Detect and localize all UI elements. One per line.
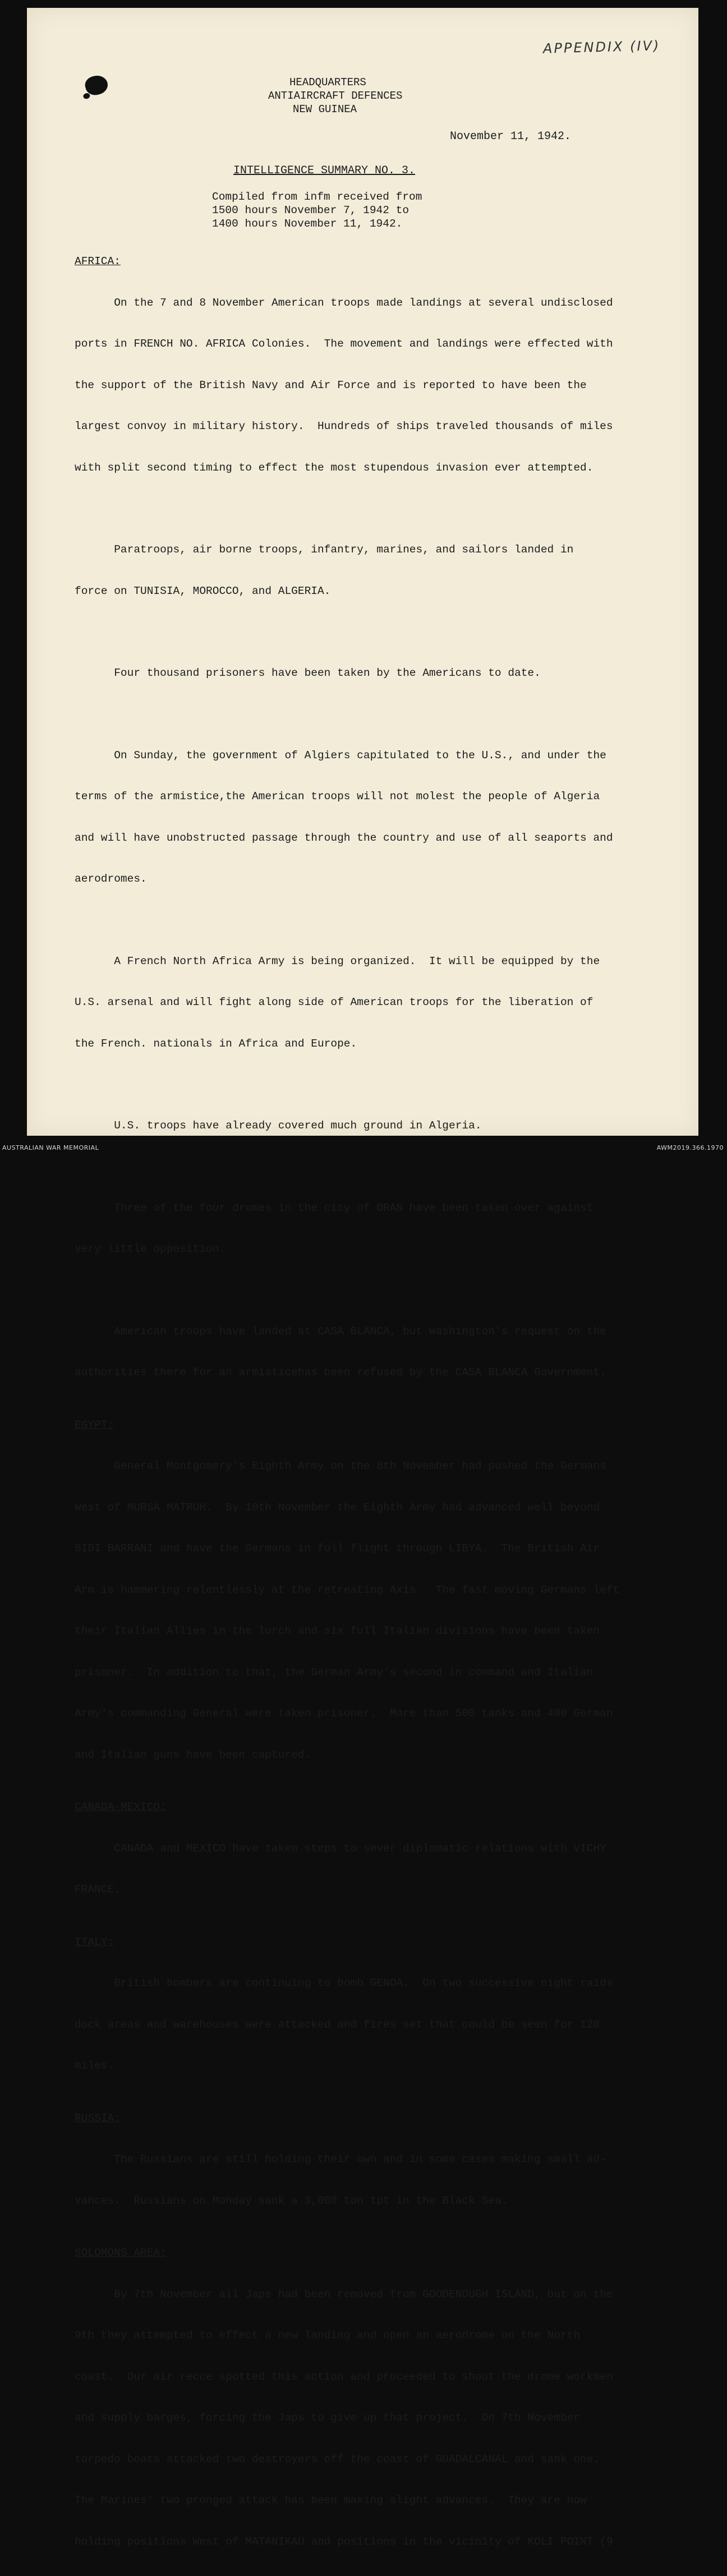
section-heading: RUSSIA: (75, 2112, 692, 2126)
text-line: U.S. arsenal and will fight along side of American troops for the liberation of (75, 996, 692, 1010)
text-line: SIDI BARRANI and have the Germans in full flight through LIBYA. The British Air (75, 1542, 692, 1556)
text-line: ports in FRENCH NO. AFRICA Colonies. The movement and landings were effected with (75, 337, 692, 351)
text-line: very little opposition. (75, 1242, 692, 1256)
text-line: FRANCE. (75, 1883, 692, 1897)
text-line: CANADA and MEXICO have taken steps to sever diplomatic relations with VICHY (75, 1842, 692, 1856)
text-line: U.S. troops have already covered much ground in Algeria. (75, 1119, 692, 1133)
section-heading: ITALY: (75, 1936, 692, 1950)
text-line: prisoner. In addition to that, the German Army's second in command and Italian (75, 1666, 692, 1680)
text-line: and Italian guns have been captured. (75, 1748, 692, 1762)
text-line: with split second timing to effect the most stupendous invasion ever attempted. (75, 461, 692, 475)
section-egypt (75, 1418, 692, 1790)
section-canada-mexico (75, 1800, 692, 1924)
appendix-annotation: APPENDIX (IV) (543, 38, 661, 56)
footer-credit: AUSTRALIAN WAR MEMORIAL (2, 1144, 99, 1151)
section-russia (75, 2112, 692, 2236)
text-line: Three of the four dromes in the city of ORAN have been taken over against (75, 1201, 692, 1215)
letterhead-line-3: NEW GUINEA (293, 103, 357, 116)
text-line: largest convoy in military history. Hundreds of ships traveled thousands of miles (75, 420, 692, 434)
text-line: 9th they attempted to effect a new landing and open an aerodrome on the North (75, 2329, 692, 2343)
document-page (27, 8, 698, 1136)
text-line: and supply barges, forcing the Japs to give up that project. On 7th November (75, 2411, 692, 2425)
text-line: American troops have landed at CASA BLANCA, but Washington's request on the (75, 1325, 692, 1339)
paragraph (75, 269, 692, 503)
text-line: British bombers are continuing to bomb GENOA. On two successive night raids (75, 1976, 692, 1990)
compiled-line: 1500 hours November 7, 1942 to (212, 204, 422, 217)
document-date: November 11, 1942. (450, 130, 571, 143)
section-heading: AFRICA: (75, 255, 692, 269)
text-line: Paratroops, air borne troops, infantry, marines, and sailors landed in (75, 543, 692, 557)
paragraph (75, 1297, 692, 1407)
text-line: aerodromes. (75, 872, 692, 886)
paragraph (75, 515, 692, 625)
paragraph (75, 1174, 692, 1284)
section-heading: EGYPT: (75, 1418, 692, 1432)
paragraph (75, 721, 692, 914)
compiled-note (212, 190, 422, 231)
section-heading: CANADA-MEXICO: (75, 1800, 692, 1814)
text-line: terms of the armistice,the American troops will not molest the people of Algeria (75, 790, 692, 804)
paragraph (75, 927, 692, 1079)
text-line: West of MURSA MATRUH. By 10th November the Eighth Army had advanced well beyond (75, 1501, 692, 1515)
text-line: General Montgomery's Eighth Army on the 8th November had pushed the Germans (75, 1459, 692, 1473)
text-line: On Sunday, the government of Algiers capitulated to the U.S., and under the (75, 749, 692, 763)
text-line: vances. Russians on Monday sank a 3,000 ton tpt in the Black Sea. (75, 2194, 692, 2208)
section-africa (75, 255, 692, 1407)
compiled-line: 1400 hours November 11, 1942. (212, 217, 422, 231)
paragraph (75, 1432, 692, 1789)
text-line: coast. Our air recce spotted this action and proceeded to shoot the drome workmen (75, 2370, 692, 2384)
text-line: the French. nationals in Africa and Europe. (75, 1037, 692, 1051)
text-line: Arm is hammering relentlessly at the retreating Axis. The fast moving Germans left (75, 1583, 692, 1597)
text-line: Four thousand prisoners have been taken by the Americans to date. (75, 666, 692, 680)
text-line: the support of the British Navy and Air Force and is reported to have been the (75, 379, 692, 393)
text-line: authorities there for an armisticehas been refused by the CASA BLANCA Government. (75, 1366, 692, 1380)
text-line: The Russians are still holding their own and in some cases making small ad- (75, 2153, 692, 2167)
footer-catalogue-id: AWM2019.366.1970 (657, 1144, 724, 1151)
punch-hole (83, 73, 109, 97)
text-line: miles. (75, 2059, 692, 2073)
text-line: By 7th November all Japs had been removed from GOODENOUGH ISLAND, but on the (75, 2288, 692, 2302)
letterhead-line-1: HEADQUARTERS (289, 76, 366, 89)
paragraph (75, 1814, 692, 1924)
text-line: Army's commanding General were taken prisoner. More than 500 tanks and 400 German (75, 1707, 692, 1721)
text-line: The Marines' two pronged attack has been making slight advances. They are now (75, 2494, 692, 2508)
paragraph (75, 2260, 692, 2576)
text-line: A French North Africa Army is being organized. It will be equipped by the (75, 955, 692, 969)
document-body (75, 255, 692, 2576)
section-heading: SOLOMONS AREA: (75, 2246, 692, 2260)
section-italy (75, 1936, 692, 2100)
letterhead-line-2: ANTIAIRCRAFT DEFENCES (268, 90, 402, 102)
paragraph (75, 639, 692, 708)
text-line: dock areas and warehouses were attacked and fires set that could be seen for 120 (75, 2018, 692, 2032)
text-line: force on TUNISIA, MOROCCO, and ALGERIA. (75, 584, 692, 598)
paragraph (75, 2125, 692, 2235)
compiled-line: Compiled from infm received from (212, 190, 422, 204)
text-line: On the 7 and 8 November American troops made landings at several undisclosed (75, 296, 692, 310)
section-solomons (75, 2246, 692, 2576)
paragraph (75, 1091, 692, 1160)
text-line: holding positions West of MATANIKAU and positions in the vicinity of KOLI POINT (9 (75, 2535, 692, 2549)
text-line: and will have unobstructed passage through the country and use of all seaports and (75, 831, 692, 845)
document-title: INTELLIGENCE SUMMARY NO. 3. (233, 164, 415, 177)
text-line: torpedo boats attacked two destroyers off the coast of GUADALCANAL and sank one. (75, 2453, 692, 2467)
text-line: their Italian Allies in the lurch and six full Italian divisions have been taken (75, 1624, 692, 1638)
paragraph (75, 1949, 692, 2100)
